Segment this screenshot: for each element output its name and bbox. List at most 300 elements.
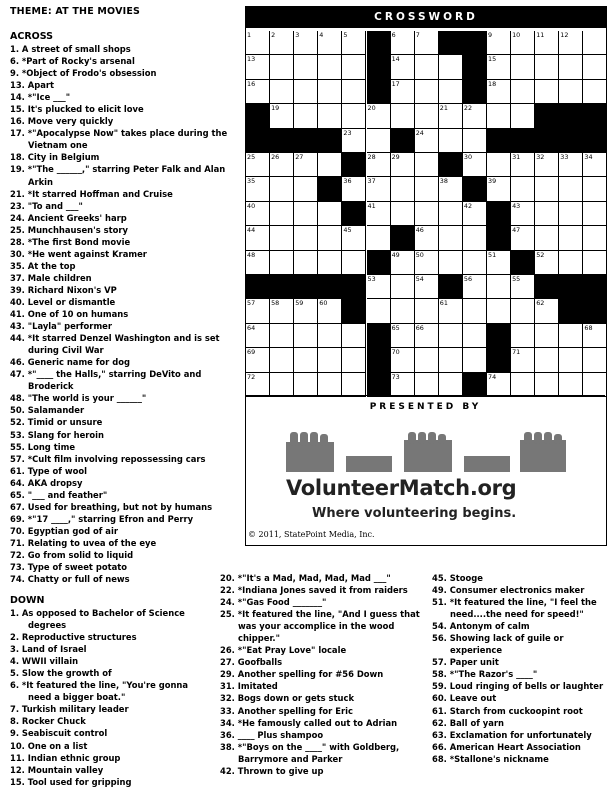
grid-cell[interactable] (511, 202, 535, 226)
clue-item: 44. *It starred Denzel Washington and is set during Civil War (10, 333, 220, 356)
grid-cell[interactable] (391, 251, 415, 275)
grid-cell[interactable] (367, 104, 391, 128)
grid-cell[interactable] (318, 31, 342, 55)
grid-cell[interactable] (415, 153, 439, 177)
grid-cell[interactable] (535, 55, 559, 79)
grid-cell[interactable] (342, 104, 366, 128)
across-header: ACROSS (10, 31, 53, 42)
grid-cell[interactable] (294, 104, 318, 128)
grid-block (487, 226, 511, 250)
grid-cell[interactable] (583, 177, 607, 201)
grid-cell[interactable] (463, 275, 487, 299)
clue-number: 45 (343, 226, 352, 235)
grid-cell[interactable] (439, 348, 463, 372)
grid-cell[interactable] (367, 153, 391, 177)
grid-cell[interactable] (463, 153, 487, 177)
grid-block (559, 275, 583, 299)
clue-item: 30. *He went against Kramer (10, 248, 147, 259)
clue-item: 23. "To and ___" (10, 200, 83, 211)
grid-cell[interactable] (511, 55, 535, 79)
grid-cell[interactable] (246, 80, 270, 104)
clue-number: 58 (271, 299, 280, 308)
clue-number: 72 (247, 372, 256, 381)
clue-item: 63. Exclamation for unfortunately (432, 729, 592, 740)
clue-item: 55. Long time (10, 441, 75, 452)
clue-item: 39. Richard Nixon's VP (10, 284, 117, 295)
grid-cell[interactable] (463, 129, 487, 153)
grid-cell[interactable] (367, 299, 391, 323)
grid-block (535, 104, 559, 128)
grid-cell[interactable] (463, 348, 487, 372)
grid-cell[interactable] (583, 348, 607, 372)
grid-cell[interactable] (367, 129, 391, 153)
grid-cell[interactable] (318, 251, 342, 275)
grid-block (391, 226, 415, 250)
grid-cell[interactable] (583, 31, 607, 55)
grid-cell[interactable] (487, 55, 511, 79)
down-clues-left (10, 594, 210, 788)
grid-cell[interactable] (246, 324, 270, 348)
grid-cell[interactable] (318, 324, 342, 348)
grid-cell[interactable] (559, 226, 583, 250)
clue-item: 6. *Part of Rocky's arsenal (10, 56, 135, 67)
clue-item: 37. Male children (10, 272, 92, 283)
grid-cell[interactable] (367, 275, 391, 299)
grid-block (583, 299, 607, 323)
grid-cell[interactable] (294, 373, 318, 397)
grid-cell[interactable] (511, 324, 535, 348)
clue-number: 48 (247, 250, 256, 259)
grid-cell[interactable] (487, 373, 511, 397)
grid-cell[interactable] (535, 80, 559, 104)
clue-number: 66 (415, 323, 424, 332)
clue-number: 12 (560, 31, 569, 39)
grid-cell[interactable] (294, 153, 318, 177)
grid-block (439, 31, 463, 55)
clue-item: 65. "___ and feather" (10, 489, 108, 500)
volunteermatch-logo: VolunteerMatch.org (286, 476, 517, 500)
clue-item: 25. *It featured the line, "And I guess that was your accomplice in the wood chipper." (220, 609, 420, 644)
grid-cell[interactable] (415, 299, 439, 323)
clue-number: 31 (512, 153, 521, 161)
clue-item: 22. *Indiana Jones saved it from raiders (220, 585, 408, 596)
grid-cell[interactable] (415, 104, 439, 128)
grid-cell[interactable] (294, 31, 318, 55)
clue-item: 17. *"Apocalypse Now" takes place during the Vietnam one (10, 128, 228, 151)
clue-item: 8. Rocker Chuck (10, 716, 86, 727)
grid-cell[interactable] (535, 31, 559, 55)
clue-item: 16. Move very quickly (10, 116, 114, 127)
grid-cell[interactable] (559, 251, 583, 275)
clue-item: 3. Land of Israel (10, 644, 87, 655)
clue-number: 35 (247, 177, 256, 186)
grid-cell[interactable] (559, 153, 583, 177)
grid-cell[interactable] (487, 275, 511, 299)
grid-cell[interactable] (583, 55, 607, 79)
grid-block (318, 275, 342, 299)
grid-cell[interactable] (559, 202, 583, 226)
clue-number: 49 (391, 250, 400, 259)
clue-item: 74. Chatty or full of news (10, 574, 130, 585)
grid-cell[interactable] (246, 348, 270, 372)
grid-cell[interactable] (246, 55, 270, 79)
grid-cell[interactable] (318, 153, 342, 177)
grid-cell[interactable] (439, 324, 463, 348)
grid-cell[interactable] (535, 324, 559, 348)
clue-number: 11 (536, 31, 545, 39)
presented-by-label: PRESENTED BY (369, 402, 482, 412)
clue-number: 20 (367, 104, 376, 113)
clue-item: 35. At the top (10, 260, 76, 271)
grid-cell[interactable] (535, 299, 559, 323)
clue-item: 9. *Object of Frodo's obsession (10, 68, 157, 79)
grid-cell[interactable] (415, 226, 439, 250)
grid-cell[interactable] (415, 129, 439, 153)
clue-number: 26 (271, 153, 280, 161)
grid-cell[interactable] (246, 226, 270, 250)
grid-cell[interactable] (463, 202, 487, 226)
grid-cell[interactable] (318, 299, 342, 323)
grid-cell[interactable] (415, 177, 439, 201)
grid-cell[interactable] (559, 31, 583, 55)
grid-block (294, 129, 318, 153)
grid-cell[interactable] (270, 299, 294, 323)
clue-item: 52. Timid or unsure (10, 417, 103, 428)
grid-cell[interactable] (415, 251, 439, 275)
grid-cell[interactable] (294, 299, 318, 323)
clue-number: 18 (488, 79, 497, 88)
grid-cell[interactable] (391, 55, 415, 79)
grid-cell[interactable] (535, 373, 559, 397)
grid-cell[interactable] (246, 373, 270, 397)
clue-number: 39 (488, 177, 497, 186)
clue-item: 50. Salamander (10, 405, 85, 416)
grid-cell[interactable] (487, 177, 511, 201)
grid-cell[interactable] (367, 177, 391, 201)
grid-cell[interactable] (294, 324, 318, 348)
grid-cell[interactable] (294, 251, 318, 275)
grid-cell[interactable] (342, 373, 366, 397)
clue-number: 5 (343, 31, 348, 39)
grid-block (535, 275, 559, 299)
grid-cell[interactable] (342, 31, 366, 55)
clue-item: 32. Bogs down or gets stuck (220, 693, 355, 704)
grid-cell[interactable] (487, 153, 511, 177)
grid-cell[interactable] (415, 31, 439, 55)
down-header: DOWN (10, 595, 45, 606)
clue-item: 57. Paper unit (432, 657, 499, 668)
grid-cell[interactable] (415, 202, 439, 226)
grid-cell[interactable] (246, 202, 270, 226)
clue-number: 54 (415, 275, 424, 283)
grid-cell[interactable] (439, 80, 463, 104)
grid-block (559, 104, 583, 128)
grid-cell[interactable] (318, 55, 342, 79)
grid-cell[interactable] (439, 251, 463, 275)
grid-cell[interactable] (463, 299, 487, 323)
clue-item: 20. *"It's a Mad, Mad, Mad, Mad ___" (220, 573, 391, 583)
grid-cell[interactable] (439, 55, 463, 79)
clue-item: 11. Indian ethnic group (10, 752, 121, 763)
grid-cell[interactable] (511, 177, 535, 201)
grid-cell[interactable] (415, 373, 439, 397)
grid-cell[interactable] (415, 324, 439, 348)
grid-block (367, 55, 391, 79)
grid-cell[interactable] (391, 104, 415, 128)
clue-item: 40. Level or dismantle (10, 296, 116, 307)
grid-cell[interactable] (246, 251, 270, 275)
grid-cell[interactable] (463, 251, 487, 275)
grid-cell[interactable] (367, 202, 391, 226)
grid-cell[interactable] (583, 202, 607, 226)
clue-number: 19 (271, 104, 280, 113)
grid-cell[interactable] (439, 177, 463, 201)
grid-cell[interactable] (391, 80, 415, 104)
grid-block (270, 275, 294, 299)
grid-cell[interactable] (511, 348, 535, 372)
clue-item: 61. Type of wool (10, 465, 87, 476)
grid-cell[interactable] (583, 80, 607, 104)
grid-cell[interactable] (270, 251, 294, 275)
clue-item: 4. WWII villain (10, 656, 79, 667)
grid-cell[interactable] (487, 80, 511, 104)
grid-cell[interactable] (391, 324, 415, 348)
grid-cell[interactable] (391, 275, 415, 299)
grid-cell[interactable] (511, 299, 535, 323)
clue-number: 16 (247, 79, 256, 88)
grid-cell[interactable] (318, 373, 342, 397)
clue-item: 42. Thrown to give up (220, 765, 324, 776)
grid-cell[interactable] (463, 324, 487, 348)
grid-cell[interactable] (559, 177, 583, 201)
grid-block (583, 104, 607, 128)
grid-cell[interactable] (270, 177, 294, 201)
grid-cell[interactable] (439, 373, 463, 397)
grid-block (463, 373, 487, 397)
grid-cell[interactable] (246, 31, 270, 55)
grid-block (246, 104, 270, 128)
grid-cell[interactable] (535, 348, 559, 372)
grid-cell[interactable] (270, 153, 294, 177)
grid-cell[interactable] (511, 275, 535, 299)
grid-cell[interactable] (583, 226, 607, 250)
grid-cell[interactable] (559, 55, 583, 79)
clue-item: 69. *"17 ____," starring Efron and Perry (10, 513, 194, 524)
grid-cell[interactable] (342, 226, 366, 250)
grid-cell[interactable] (318, 348, 342, 372)
grid-cell[interactable] (439, 226, 463, 250)
clue-number: 70 (391, 348, 400, 357)
clue-item: 14. *"Ice ___" (10, 92, 71, 103)
clue-item: 54. Antonym of calm (432, 621, 530, 632)
clue-number: 21 (439, 104, 448, 113)
clue-item: 1. As opposed to Bachelor of Science degrees (10, 608, 185, 631)
clue-number: 2 (271, 31, 276, 39)
grid-cell[interactable] (535, 177, 559, 201)
grid-cell[interactable] (367, 226, 391, 250)
clue-item: 28. *The first Bond movie (10, 236, 131, 247)
grid-cell[interactable] (391, 31, 415, 55)
clue-number: 32 (536, 153, 545, 161)
grid-cell[interactable] (511, 226, 535, 250)
grid-cell[interactable] (391, 373, 415, 397)
grid-cell[interactable] (583, 324, 607, 348)
grid-cell[interactable] (511, 31, 535, 55)
grid-cell[interactable] (511, 80, 535, 104)
grid-cell[interactable] (487, 299, 511, 323)
grid-cell[interactable] (439, 299, 463, 323)
clue-number: 15 (488, 55, 497, 64)
grid-cell[interactable] (487, 31, 511, 55)
clue-number: 13 (247, 55, 256, 64)
grid-cell[interactable] (294, 55, 318, 79)
grid-cell[interactable] (583, 251, 607, 275)
grid-block (487, 348, 511, 372)
clue-item: 70. Egyptian god of air (10, 525, 118, 536)
grid-cell[interactable] (294, 348, 318, 372)
grid-block (318, 129, 342, 153)
grid-block (318, 177, 342, 201)
grid-block (367, 324, 391, 348)
grid-cell[interactable] (342, 177, 366, 201)
clue-item: 66. American Heart Association (432, 741, 581, 752)
grid-cell[interactable] (463, 104, 487, 128)
grid-block (559, 129, 583, 153)
grid-cell[interactable] (294, 177, 318, 201)
grid-cell[interactable] (391, 202, 415, 226)
clue-number: 4 (319, 31, 324, 39)
grid-cell[interactable] (415, 348, 439, 372)
grid-cell[interactable] (246, 177, 270, 201)
clue-item: 33. Another spelling for Eric (220, 705, 353, 716)
grid-cell[interactable] (439, 202, 463, 226)
grid-cell[interactable] (487, 104, 511, 128)
grid-cell[interactable] (318, 80, 342, 104)
grid-cell[interactable] (342, 129, 366, 153)
clue-number: 23 (343, 128, 352, 137)
grid-cell[interactable] (559, 373, 583, 397)
crossword-panel (245, 6, 607, 546)
grid-cell[interactable] (511, 373, 535, 397)
clue-item: 38. *"Boys on the ____" with Goldberg, Barrymore and Parker (220, 741, 400, 764)
clue-item: 24. Ancient Greeks' harp (10, 212, 127, 223)
grid-cell[interactable] (270, 324, 294, 348)
grid-cell[interactable] (439, 129, 463, 153)
grid-cell[interactable] (318, 104, 342, 128)
grid-cell[interactable] (342, 348, 366, 372)
grid-block (367, 373, 391, 397)
grid-cell[interactable] (318, 226, 342, 250)
clue-number: 34 (584, 153, 593, 161)
clue-number: 46 (415, 226, 424, 235)
grid-cell[interactable] (391, 177, 415, 201)
grid-cell[interactable] (415, 275, 439, 299)
grid-cell[interactable] (342, 80, 366, 104)
clue-item: 73. Type of sweet potato (10, 562, 127, 573)
grid-cell[interactable] (511, 153, 535, 177)
grid-cell[interactable] (559, 80, 583, 104)
grid-cell[interactable] (463, 226, 487, 250)
clue-item: 15. It's plucked to elicit love (10, 104, 144, 115)
grid-cell[interactable] (559, 324, 583, 348)
clue-number: 42 (463, 201, 473, 210)
clue-item: 51. *It featured the line, "I feel the need....the need for speed!" (432, 597, 597, 620)
grid-cell[interactable] (270, 226, 294, 250)
grid-block (367, 251, 391, 275)
grid-cell[interactable] (342, 55, 366, 79)
grid-cell[interactable] (391, 153, 415, 177)
grid-cell[interactable] (583, 373, 607, 397)
clue-item: 60. Leave out (432, 693, 497, 704)
volunteermatch-hands-icon (286, 432, 566, 472)
grid-cell[interactable] (415, 80, 439, 104)
clue-item: 56. Showing lack of guile or experience (432, 633, 564, 656)
grid-block (463, 177, 487, 201)
sponsor-section (246, 395, 605, 545)
clue-item: 5. Slow the growth of (10, 668, 112, 679)
clue-number: 29 (391, 153, 400, 161)
grid-block (463, 55, 487, 79)
clue-number: 33 (560, 153, 569, 161)
grid-cell[interactable] (270, 104, 294, 128)
grid-cell[interactable] (294, 226, 318, 250)
grid-cell[interactable] (535, 202, 559, 226)
grid-cell[interactable] (391, 299, 415, 323)
down-clues-right (432, 572, 608, 765)
grid-cell[interactable] (270, 348, 294, 372)
grid-cell[interactable] (487, 251, 511, 275)
clue-number: 7 (415, 31, 420, 39)
clue-number: 62 (536, 299, 545, 308)
grid-cell[interactable] (318, 202, 342, 226)
grid-block (294, 275, 318, 299)
grid-cell[interactable] (415, 55, 439, 79)
clue-item: 27. Goofballs (220, 657, 283, 668)
grid-cell[interactable] (294, 80, 318, 104)
grid-cell[interactable] (270, 55, 294, 79)
grid-cell[interactable] (535, 251, 559, 275)
grid-cell[interactable] (535, 153, 559, 177)
clue-number: 73 (391, 372, 400, 381)
clue-number: 1 (247, 31, 252, 39)
clue-number: 14 (391, 55, 400, 64)
grid-cell[interactable] (342, 251, 366, 275)
grid-cell[interactable] (246, 299, 270, 323)
grid-cell[interactable] (270, 31, 294, 55)
clue-number: 40 (247, 201, 256, 210)
grid-cell[interactable] (559, 348, 583, 372)
clue-number: 61 (439, 299, 448, 308)
grid-cell[interactable] (535, 226, 559, 250)
grid-cell[interactable] (270, 80, 294, 104)
grid-cell[interactable] (342, 324, 366, 348)
clue-item: 9. Seabiscuit control (10, 728, 108, 739)
grid-cell[interactable] (439, 104, 463, 128)
grid-block (246, 275, 270, 299)
grid-cell[interactable] (270, 202, 294, 226)
clue-item: 59. Loud ringing of bells or laughter (432, 681, 604, 692)
grid-cell[interactable] (246, 153, 270, 177)
clue-number: 41 (367, 201, 376, 210)
grid-cell[interactable] (511, 104, 535, 128)
clue-item: 49. Consumer electronics maker (432, 585, 585, 596)
clue-item: 15. Tool used for gripping (10, 776, 132, 787)
grid-cell[interactable] (391, 348, 415, 372)
grid-cell[interactable] (270, 373, 294, 397)
grid-cell[interactable] (583, 153, 607, 177)
clue-number: 27 (295, 153, 304, 161)
grid-cell[interactable] (294, 202, 318, 226)
